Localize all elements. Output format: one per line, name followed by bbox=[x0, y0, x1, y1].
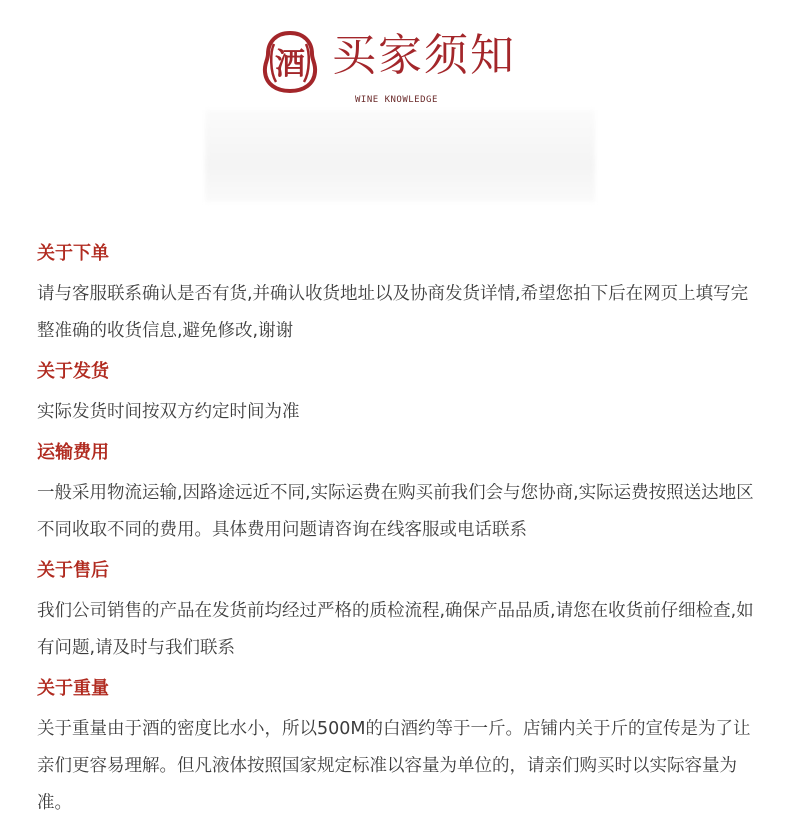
notice-content bbox=[37, 238, 767, 822]
page-subtitle: WINE KNOWLEDGE bbox=[355, 95, 438, 105]
section-text: 请与客服联系确认是否有货,并确认收货地址以及协商发货详情,希望您拍下后在网页上填写完整准确的收货信息,避免修改,谢谢 bbox=[37, 284, 749, 341]
blurred-banner bbox=[205, 110, 595, 202]
section-title: 关于发货 bbox=[37, 361, 109, 382]
header bbox=[0, 0, 790, 120]
section-freight bbox=[37, 437, 767, 549]
section-weight bbox=[37, 673, 767, 822]
section-title: 关于售后 bbox=[37, 560, 109, 581]
section-title: 运输费用 bbox=[37, 442, 109, 463]
svg-text:酒: 酒 bbox=[275, 47, 305, 82]
section-text: 我们公司销售的产品在发货前均经过严格的质检流程,确保产品品质,请您在收货前仔细检查,如有问题,请及时与我们联系 bbox=[37, 601, 754, 658]
section-text: 一般采用物流运输,因路途远近不同,实际运费在购买前我们会与您协商,实际运费按照送达地区不同收取不同的费用。具体费用问题请咨询在线客服或电话联系 bbox=[37, 483, 754, 540]
section-order bbox=[37, 238, 767, 350]
page-title: 买家须知 bbox=[332, 30, 516, 81]
section-title: 关于下单 bbox=[37, 243, 109, 264]
section-shipping bbox=[37, 356, 767, 431]
section-text: 实际发货时间按双方约定时间为准 bbox=[37, 402, 300, 422]
wine-seal-icon bbox=[260, 30, 320, 94]
section-title: 关于重量 bbox=[37, 678, 109, 699]
section-after-sales bbox=[37, 555, 767, 667]
section-text: 关于重量由于酒的密度比水小，所以500M的白酒约等于一斤。店铺内关于斤的宣传是为了让亲们更容易理解。但凡液体按照国家规定标准以容量为单位的，请亲们购买时以实际容量为准。 bbox=[37, 719, 751, 813]
